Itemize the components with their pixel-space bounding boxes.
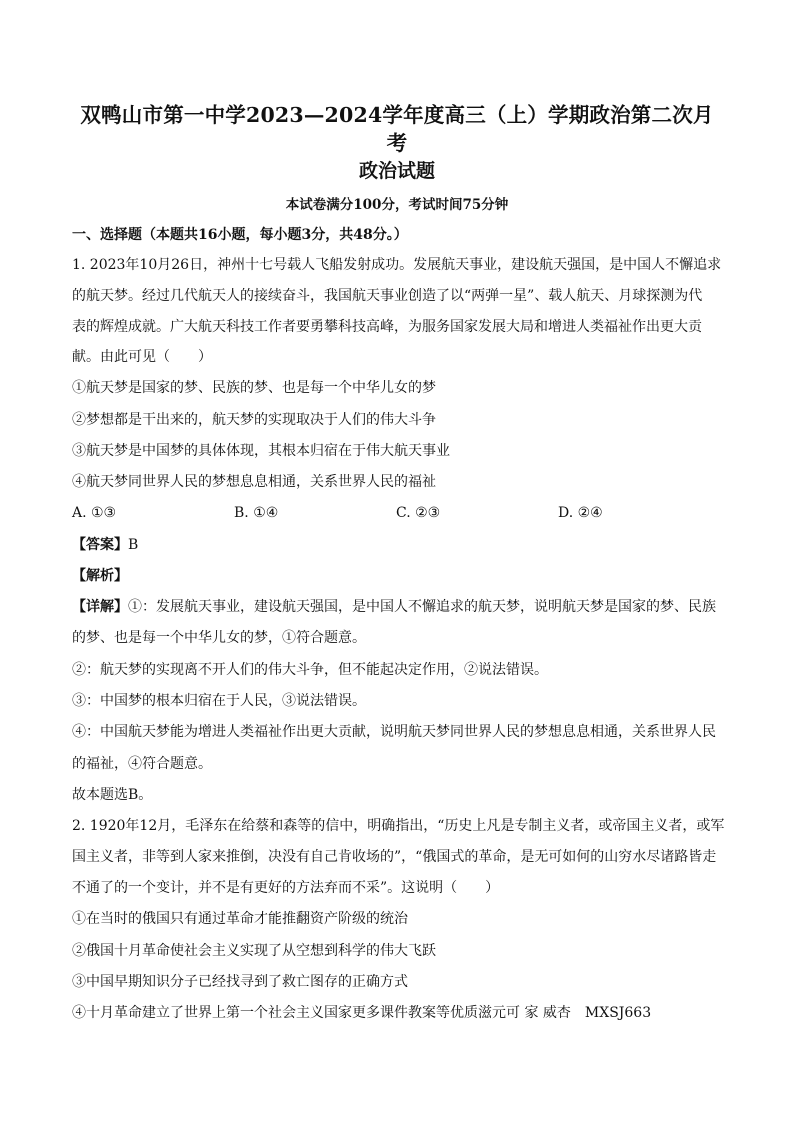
q2-stem-line: 国主义者，非等到人家来推倒，决没有自己肯收场的”，“俄国式的革命，是无可如何的山穷水尽诸路皆走 [72, 849, 717, 865]
q1-detail-line: 故本题选B。 [72, 787, 153, 803]
exam-subtitle: 政治试题 [358, 160, 435, 182]
q2-statement: ①在当时的俄国只有通过革命才能推翻资产阶级的统治 [72, 911, 408, 927]
q1-statement: ①航天梦是国家的梦、民族的梦、也是每一个中华儿女的梦 [72, 380, 436, 396]
section-heading: 一、选择题（本题共16小题，每小题3分，共48分。） [72, 227, 408, 243]
answer-value: B [128, 537, 139, 553]
q2-stem-line: 不通了的一个变计，并不是有更好的方法弃而不采”。这说明（ ） [72, 880, 500, 896]
analysis-label: 【解析】 [72, 568, 128, 584]
q1-options [72, 505, 722, 523]
q2-statement: ③中国早期知识分子已经找寻到了救亡图存的正确方式 [72, 974, 408, 990]
q2-stem-line: 2. 1920年12月，毛泽东在给蔡和森等的信中，明确指出，“历史上凡是专制主义者，或帝国主义者，或军 [72, 818, 725, 834]
q1-stem-line: 表的辉煌成就。广大航天科技工作者要勇攀科技高峰，为服务国家发展大局和增进人类福祉作出更大贡 [72, 319, 702, 335]
exam-meta: 本试卷满分100分，考试时间75分钟 [285, 197, 509, 213]
q1-detail-line: 的梦、也是每一个中华儿女的梦，①符合题意。 [72, 630, 366, 646]
exam-title-line1: 双鸭山市第一中学2023—2024学年度高三（上）学期政治第二次月 [80, 103, 714, 127]
q2-statement: ④十月革命建立了世界上第一个社会主义国家更多课件教案等优质滋元可 家 威杏 MXSJ663 [72, 1005, 652, 1021]
q1-option-c: C. ②③ [396, 505, 441, 521]
exam-title-line2: 考 [386, 131, 408, 155]
q1-statement: ②梦想都是干出来的，航天梦的实现取决于人们的伟大斗争 [72, 412, 436, 428]
q1-stem-line: 献。由此可见（ ） [72, 349, 212, 365]
detail-label: 【详解】 [72, 599, 128, 615]
q1-detail-line: ④：中国航天梦能为增进人类福祉作出更大贡献，说明航天梦同世界人民的梦想息息相通，关系世界人民 [72, 724, 716, 740]
q1-detail-line [72, 598, 716, 616]
q2-statement: ②俄国十月革命使社会主义实现了从空想到科学的伟大飞跃 [72, 943, 436, 959]
q1-stem-line: 1. 2023年10月26日，神州十七号载人飞船发射成功。发展航天事业，建设航天强国，是中国人不懈追求 [72, 257, 722, 273]
detail-text: ①：发展航天事业，建设航天强国，是中国人不懈追求的航天梦，说明航天梦是国家的梦、民族 [128, 599, 716, 615]
q1-statement: ④航天梦同世界人民的梦想息息相通，关系世界人民的福祉 [72, 474, 436, 490]
q1-option-b: B. ①④ [234, 505, 279, 521]
q1-detail-line: 的福祉，④符合题意。 [72, 756, 212, 772]
q1-detail-line: ②：航天梦的实现离不开人们的伟大斗争，但不能起决定作用，②说法错误。 [72, 662, 548, 678]
q1-option-a: A. ①③ [72, 505, 117, 521]
q1-analysis-label [72, 567, 128, 585]
q1-stem-line: 的航天梦。经过几代航天人的接续奋斗，我国航天事业创造了以“两弹一星”、载人航天、月球探测为代 [72, 288, 703, 304]
q1-detail-line: ③：中国梦的根本归宿在于人民，③说法错误。 [72, 693, 366, 709]
q1-answer [72, 536, 138, 554]
q1-statement: ③航天梦是中国梦的具体体现，其根本归宿在于伟大航天事业 [72, 443, 450, 459]
q1-option-d: D. ②④ [558, 505, 603, 521]
answer-label: 【答案】 [72, 537, 128, 553]
